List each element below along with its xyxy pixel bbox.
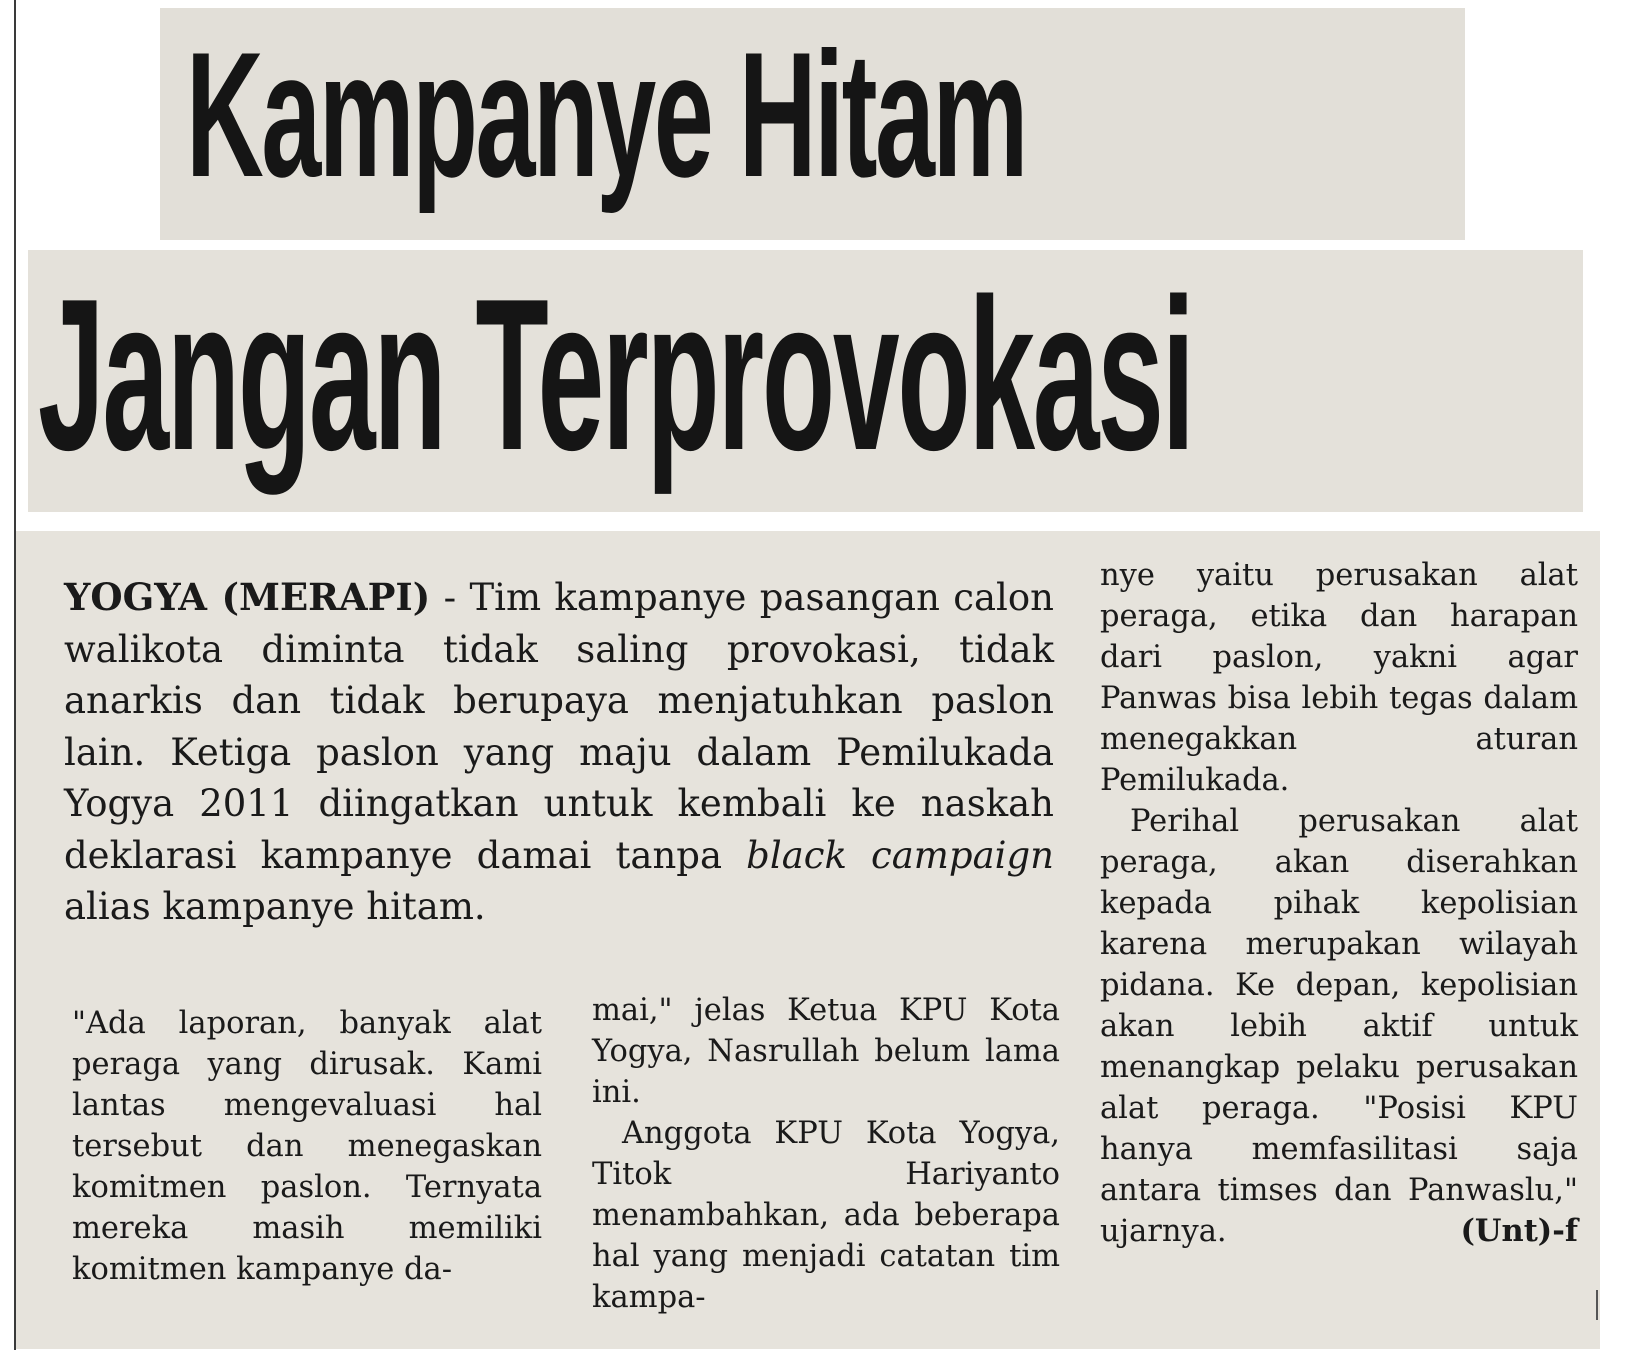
article-column-2 <box>592 990 1060 1318</box>
article-column-1 <box>72 1003 542 1290</box>
column2-paragraph-2: Anggota KPU Kota Yogya, Titok Hariyanto menambahkan, ada beberapa hal yang menjadi catatan tim kampa- <box>592 1116 1060 1315</box>
column3-paragraph-1: nye yaitu perusakan alat peraga, etika dan harapan dari paslon, yakni agar Panwas bisa lebih tegas dalam menegakkan aturan Pemilukada. <box>1100 558 1578 798</box>
column3-paragraph-2-text: Perihal perusakan alat peraga, akan diserahkan kepada pihak kepolisian karena merupakan wilayah pidana. Ke depan, kepolisian akan lebih aktif untuk menangkap pelaku perusakan alat peraga. "Posisi KPU hanya memfasilitasi saja antara timses dan Panwaslu," ujarnya. <box>1100 804 1578 1249</box>
headline-line-1: Kampanye Hitam <box>186 15 1026 214</box>
dateline: YOGYA (MERAPI) <box>64 575 431 619</box>
lead-paragraph <box>64 572 1054 933</box>
column1-paragraph-1: "Ada laporan, banyak alat peraga yang dirusak. Kami lantas mengevaluasi hal tersebut dan menegaskan komitmen paslon. Ternyata mereka masih memiliki komitmen kampanye da- <box>72 1006 542 1287</box>
scan-edge-mark <box>1596 1290 1598 1320</box>
column2-paragraph-1: mai," jelas Ketua KPU Kota Yogya, Nasrullah belum lama ini. <box>592 993 1060 1110</box>
dateline-dash: - <box>430 576 470 619</box>
lead-text-2: alias kampanye hitam. <box>64 885 486 928</box>
lead-text-1: Tim kampanye pasangan calon walikota diminta tidak saling provokasi, tidak anarkis dan tidak berupaya menjatuhkan paslon lain. Ketiga paslon yang maju dalam Pemilukada Yogya 2011 diingatkan untuk kembali ke naskah deklarasi kampanye damai tanpa <box>64 576 1054 877</box>
column3-paragraph-2 <box>1100 801 1578 1252</box>
headline-line-2: Jangan Terprovokasi <box>38 253 1193 495</box>
lead-italic-term: black campaign <box>746 833 1054 877</box>
article-column-3 <box>1100 555 1578 1252</box>
byline: (Unt)-f <box>1460 1213 1578 1249</box>
scan-edge-line <box>14 0 16 1350</box>
